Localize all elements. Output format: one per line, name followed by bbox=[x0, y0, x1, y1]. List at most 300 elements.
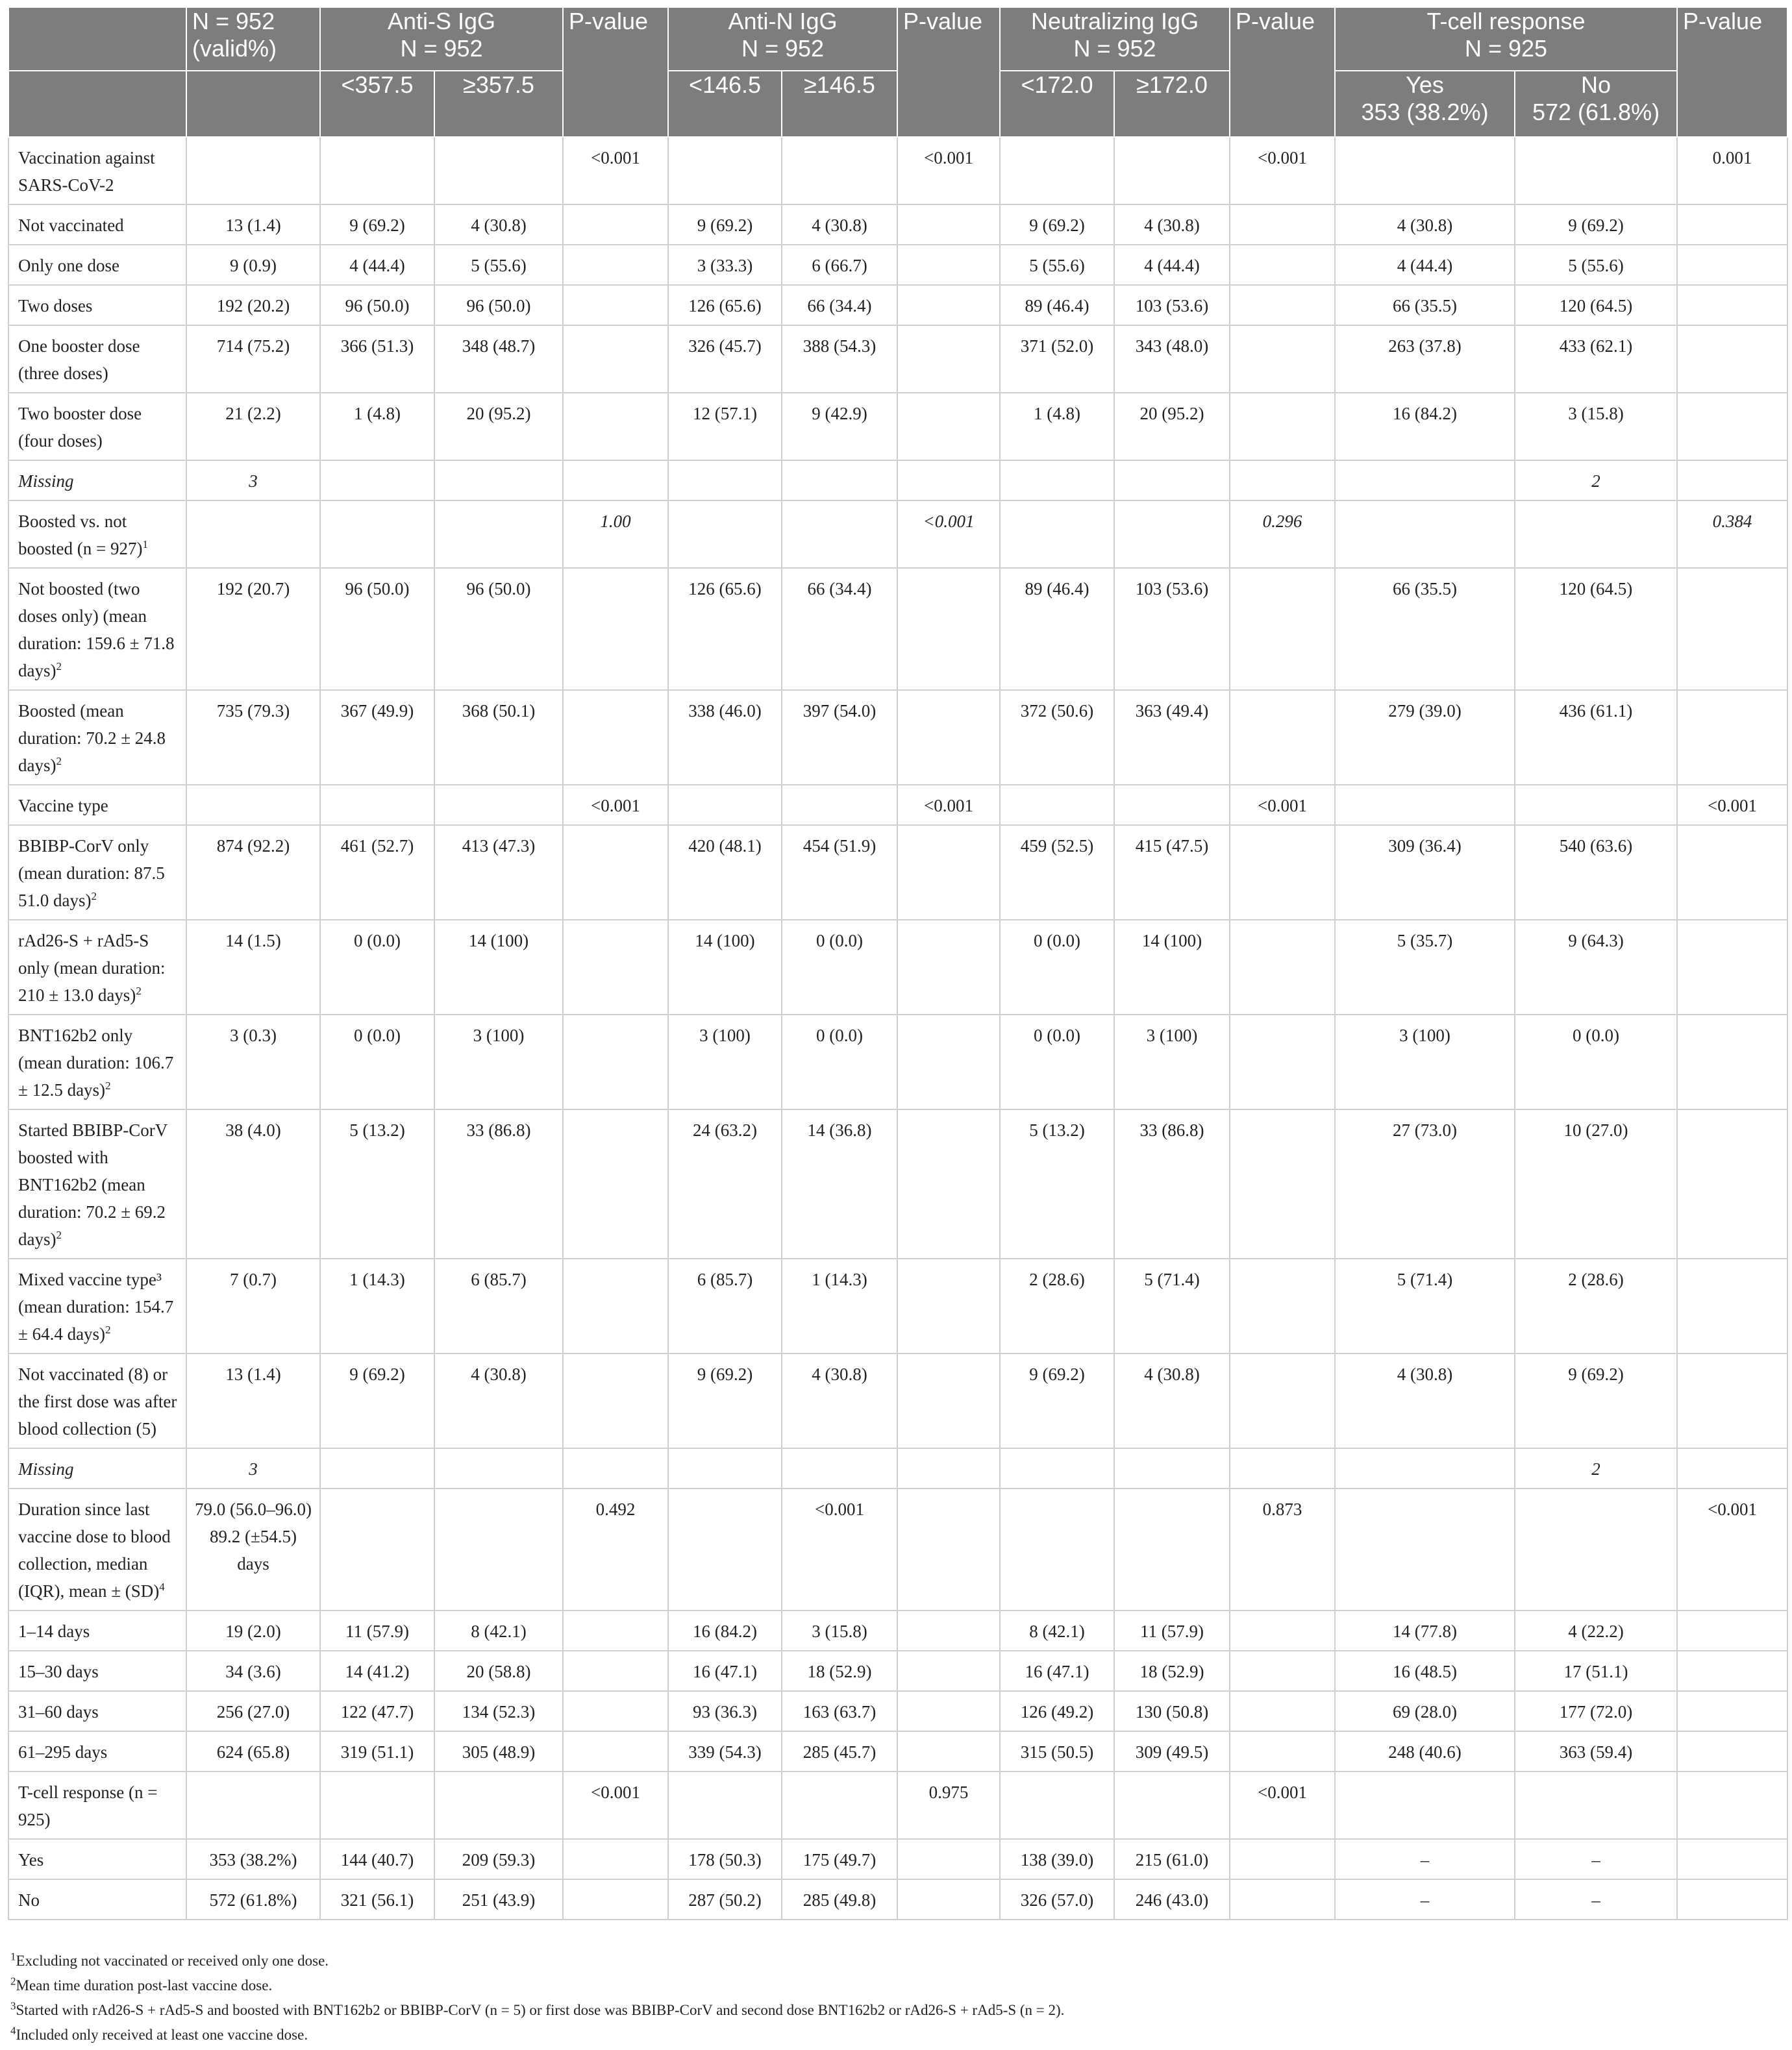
table-cell bbox=[897, 920, 1000, 1015]
table-cell bbox=[1677, 1651, 1787, 1691]
row-label bbox=[8, 1731, 186, 1772]
table-cell: 1 (4.8) bbox=[1000, 393, 1114, 460]
table-cell: 14 (100) bbox=[668, 920, 782, 1015]
header-anti-n-lo: <146.5 bbox=[668, 71, 782, 137]
row-label-text: Yes bbox=[18, 1850, 44, 1870]
table-cell: 9 (69.2) bbox=[320, 204, 434, 245]
table-cell: 5 (55.6) bbox=[434, 245, 563, 285]
table-cell bbox=[1230, 825, 1335, 920]
header-tcell-label: T-cell response bbox=[1426, 8, 1586, 34]
table-cell bbox=[1515, 1772, 1677, 1839]
table-cell: 714 (75.2) bbox=[186, 325, 320, 393]
table-cell: 122 (47.7) bbox=[320, 1691, 434, 1731]
table-cell: 69 (28.0) bbox=[1335, 1691, 1515, 1731]
footnote-text: Included only received at least one vaccine dose. bbox=[16, 2027, 308, 2043]
table-cell bbox=[897, 1611, 1000, 1651]
table-cell bbox=[1230, 325, 1335, 393]
row-label-text: T-cell response (n = 925) bbox=[18, 1783, 158, 1829]
table-cell: 79.0 (56.0–96.0) 89.2 (±54.5) days bbox=[186, 1488, 320, 1611]
table-row bbox=[8, 1611, 1787, 1651]
table-cell: 3 (100) bbox=[434, 1015, 563, 1109]
table-cell bbox=[563, 1353, 668, 1448]
table-cell bbox=[897, 568, 1000, 690]
table-cell: 14 (100) bbox=[1114, 920, 1230, 1015]
table-cell bbox=[782, 1772, 897, 1839]
table-cell: 0.384 bbox=[1677, 500, 1787, 568]
row-label-text: Missing bbox=[18, 471, 74, 491]
row-label-text: Vaccine type bbox=[18, 796, 108, 815]
table-cell: 9 (0.9) bbox=[186, 245, 320, 285]
table-cell: 436 (61.1) bbox=[1515, 690, 1677, 785]
footnote-ref: 2 bbox=[136, 985, 142, 997]
table-cell: 89 (46.4) bbox=[1000, 285, 1114, 325]
table-cell: 16 (47.1) bbox=[668, 1651, 782, 1691]
table-cell: 413 (47.3) bbox=[434, 825, 563, 920]
table-row bbox=[8, 285, 1787, 325]
table-cell: 215 (61.0) bbox=[1114, 1839, 1230, 1879]
table-cell: 1 (4.8) bbox=[320, 393, 434, 460]
table-cell: 287 (50.2) bbox=[668, 1879, 782, 1920]
table-cell: <0.001 bbox=[563, 137, 668, 204]
table-cell: 6 (85.7) bbox=[668, 1259, 782, 1353]
table-cell: 20 (95.2) bbox=[434, 393, 563, 460]
table-cell: 11 (57.9) bbox=[320, 1611, 434, 1651]
table-cell bbox=[782, 137, 897, 204]
table-cell bbox=[1677, 1015, 1787, 1109]
row-label bbox=[8, 825, 186, 920]
table-cell: 16 (47.1) bbox=[1000, 1651, 1114, 1691]
row-label bbox=[8, 500, 186, 568]
table-cell bbox=[1230, 1015, 1335, 1109]
table-cell: 1.00 bbox=[563, 500, 668, 568]
table-cell: 0.873 bbox=[1230, 1488, 1335, 1611]
table-cell: 454 (51.9) bbox=[782, 825, 897, 920]
table-cell bbox=[563, 1731, 668, 1772]
table-cell bbox=[782, 460, 897, 500]
table-cell bbox=[1230, 1448, 1335, 1488]
table-cell: 2 (28.6) bbox=[1515, 1259, 1677, 1353]
table-cell: 309 (36.4) bbox=[1335, 825, 1515, 920]
table-row bbox=[8, 1691, 1787, 1731]
table-cell: 326 (45.7) bbox=[668, 325, 782, 393]
table-cell bbox=[1677, 1879, 1787, 1920]
table-cell bbox=[563, 825, 668, 920]
table-cell bbox=[563, 1839, 668, 1879]
table-row bbox=[8, 1839, 1787, 1879]
header-pvalue-anti-n bbox=[897, 7, 1000, 137]
table-cell: 18 (52.9) bbox=[1114, 1651, 1230, 1691]
table-cell bbox=[1677, 825, 1787, 920]
table-cell: 397 (54.0) bbox=[782, 690, 897, 785]
row-label bbox=[8, 393, 186, 460]
table-cell bbox=[897, 1731, 1000, 1772]
table-cell bbox=[1335, 1448, 1515, 1488]
table-cell: 3 (0.3) bbox=[186, 1015, 320, 1109]
table-cell: 415 (47.5) bbox=[1114, 825, 1230, 920]
row-label-text: Mixed vaccine type³ (mean duration: 154.7 ± 64.4 days) bbox=[18, 1270, 174, 1344]
table-cell bbox=[563, 1015, 668, 1109]
header-yes-n: 353 (38.2%) bbox=[1361, 99, 1489, 125]
table-cell: 38 (4.0) bbox=[186, 1109, 320, 1259]
table-cell: 285 (45.7) bbox=[782, 1731, 897, 1772]
table-cell bbox=[897, 460, 1000, 500]
table-cell bbox=[668, 1488, 782, 1611]
table-cell bbox=[897, 1488, 1000, 1611]
table-cell: 305 (48.9) bbox=[434, 1731, 563, 1772]
row-label bbox=[8, 1353, 186, 1448]
table-cell bbox=[434, 137, 563, 204]
header-neutralizing-label: Neutralizing IgG bbox=[1030, 8, 1199, 34]
table-cell: 66 (34.4) bbox=[782, 285, 897, 325]
table-cell: 163 (63.7) bbox=[782, 1691, 897, 1731]
row-label bbox=[8, 325, 186, 393]
row-label-text: 1–14 days bbox=[18, 1622, 90, 1641]
table-cell bbox=[897, 1015, 1000, 1109]
table-cell bbox=[563, 245, 668, 285]
table-cell bbox=[668, 1772, 782, 1839]
table-cell: 10 (27.0) bbox=[1515, 1109, 1677, 1259]
row-label bbox=[8, 1691, 186, 1731]
pvalue-label: P-value bbox=[903, 8, 983, 34]
row-label-text: One booster dose (three doses) bbox=[18, 336, 140, 383]
table-cell: 279 (39.0) bbox=[1335, 690, 1515, 785]
table-cell: 126 (65.6) bbox=[668, 568, 782, 690]
table-cell bbox=[186, 785, 320, 825]
table-cell bbox=[434, 1488, 563, 1611]
row-label-text: Vaccination against SARS-CoV-2 bbox=[18, 148, 155, 195]
table-cell bbox=[434, 460, 563, 500]
table-cell bbox=[563, 1691, 668, 1731]
row-label-text: Not vaccinated (8) or the first dose was after blood collection (5) bbox=[18, 1365, 177, 1439]
row-label bbox=[8, 1259, 186, 1353]
table-cell: 19 (2.0) bbox=[186, 1611, 320, 1651]
row-label bbox=[8, 1448, 186, 1488]
row-label bbox=[8, 1651, 186, 1691]
row-label bbox=[8, 460, 186, 500]
table-cell bbox=[1677, 1691, 1787, 1731]
table-cell bbox=[1677, 393, 1787, 460]
pvalue-label: P-value bbox=[1236, 8, 1315, 34]
table-cell: 16 (84.2) bbox=[1335, 393, 1515, 460]
row-label-text: Two doses bbox=[18, 296, 93, 315]
table-row bbox=[8, 1015, 1787, 1109]
table-cell: 9 (64.3) bbox=[1515, 920, 1677, 1015]
table-cell: 14 (41.2) bbox=[320, 1651, 434, 1691]
table-cell: 326 (57.0) bbox=[1000, 1879, 1114, 1920]
row-label bbox=[8, 285, 186, 325]
table-row bbox=[8, 1731, 1787, 1772]
footnote-text: Started with rAd26-S + rAd5-S and boosted with BNT162b2 or BBIBP-CorV (n = 5) or first dose was BBIBP-CorV and second dose BNT162b2 or rAd26-S + rAd5-S (n = 2). bbox=[16, 2002, 1065, 2018]
table-cell: 27 (73.0) bbox=[1335, 1109, 1515, 1259]
table-cell bbox=[1677, 920, 1787, 1015]
table-cell: 0 (0.0) bbox=[1515, 1015, 1677, 1109]
table-row bbox=[8, 690, 1787, 785]
row-label-text: No bbox=[18, 1890, 40, 1910]
table-cell: 0 (0.0) bbox=[1000, 920, 1114, 1015]
table-cell: 66 (35.5) bbox=[1335, 285, 1515, 325]
table-cell bbox=[1230, 1353, 1335, 1448]
table-cell: 256 (27.0) bbox=[186, 1691, 320, 1731]
table-cell: 2 (28.6) bbox=[1000, 1259, 1114, 1353]
header-pvalue-tcell bbox=[1677, 7, 1787, 137]
row-label-text: rAd26-S + rAd5-S only (mean duration: 210 ± 13.0 days) bbox=[18, 931, 166, 1005]
row-label bbox=[8, 1879, 186, 1920]
row-label-text: Boosted (mean duration: 70.2 ± 24.8 days) bbox=[18, 701, 166, 775]
footnote-ref: 2 bbox=[56, 755, 62, 767]
row-label-text: Two booster dose (four doses) bbox=[18, 404, 142, 451]
table-cell: <0.001 bbox=[1230, 137, 1335, 204]
header-no-n: 572 (61.8%) bbox=[1532, 99, 1660, 125]
table-cell bbox=[1230, 1651, 1335, 1691]
table-cell: 540 (63.6) bbox=[1515, 825, 1677, 920]
table-cell bbox=[897, 1691, 1000, 1731]
footnotes bbox=[10, 1949, 1776, 2047]
table-row bbox=[8, 137, 1787, 204]
header-anti-n-hi: ≥146.5 bbox=[782, 71, 897, 137]
table-cell: 175 (49.7) bbox=[782, 1839, 897, 1879]
table-cell bbox=[1677, 1772, 1787, 1839]
table-cell bbox=[897, 325, 1000, 393]
table-cell bbox=[1000, 1772, 1114, 1839]
header-anti-s-label: Anti-S IgG bbox=[387, 8, 496, 34]
table-cell: 96 (50.0) bbox=[320, 285, 434, 325]
header-blank bbox=[8, 71, 186, 137]
footnote-ref: 2 bbox=[56, 660, 62, 673]
table-cell: 5 (35.7) bbox=[1335, 920, 1515, 1015]
table-cell bbox=[1230, 393, 1335, 460]
table-cell: 4 (30.8) bbox=[434, 1353, 563, 1448]
table-cell: <0.001 bbox=[1677, 1488, 1787, 1611]
row-label-text: Not vaccinated bbox=[18, 216, 124, 235]
row-label bbox=[8, 245, 186, 285]
table-cell bbox=[1230, 920, 1335, 1015]
table-cell: 8 (42.1) bbox=[1000, 1611, 1114, 1651]
table-cell: 34 (3.6) bbox=[186, 1651, 320, 1691]
footnote-ref: 1 bbox=[142, 538, 148, 550]
table-cell: 338 (46.0) bbox=[668, 690, 782, 785]
table-cell bbox=[434, 785, 563, 825]
table-cell: 2 bbox=[1515, 1448, 1677, 1488]
footnote-marker: 1 bbox=[10, 1950, 16, 1963]
table-cell bbox=[1114, 1488, 1230, 1611]
footnote-ref: 2 bbox=[91, 890, 97, 902]
table-cell: 9 (69.2) bbox=[320, 1353, 434, 1448]
table-cell bbox=[563, 1651, 668, 1691]
table-cell bbox=[320, 1448, 434, 1488]
table-cell: 4 (22.2) bbox=[1515, 1611, 1677, 1651]
table-cell bbox=[563, 1448, 668, 1488]
table-cell: 17 (51.1) bbox=[1515, 1651, 1677, 1691]
table-cell bbox=[1230, 245, 1335, 285]
row-label bbox=[8, 920, 186, 1015]
table-cell bbox=[1335, 1772, 1515, 1839]
table-cell bbox=[1230, 1109, 1335, 1259]
table-cell bbox=[897, 393, 1000, 460]
table-cell: 735 (79.3) bbox=[186, 690, 320, 785]
table-cell: 130 (50.8) bbox=[1114, 1691, 1230, 1731]
table-cell bbox=[1515, 500, 1677, 568]
table-cell: 0 (0.0) bbox=[782, 920, 897, 1015]
table-cell: 5 (55.6) bbox=[1000, 245, 1114, 285]
table-cell bbox=[1335, 137, 1515, 204]
table-cell bbox=[897, 690, 1000, 785]
row-label bbox=[8, 1839, 186, 1879]
row-label-text: 31–60 days bbox=[18, 1702, 99, 1722]
table-row bbox=[8, 1353, 1787, 1448]
table-cell: 13 (1.4) bbox=[186, 204, 320, 245]
table-cell: 192 (20.2) bbox=[186, 285, 320, 325]
table-cell bbox=[1000, 1488, 1114, 1611]
footnote-ref: 2 bbox=[105, 1324, 111, 1336]
row-label bbox=[8, 137, 186, 204]
table-cell: 33 (86.8) bbox=[434, 1109, 563, 1259]
table-row bbox=[8, 920, 1787, 1015]
table-cell: 9 (42.9) bbox=[782, 393, 897, 460]
table-cell: 363 (49.4) bbox=[1114, 690, 1230, 785]
header-anti-s-hi: ≥357.5 bbox=[434, 71, 563, 137]
table-cell: 96 (50.0) bbox=[320, 568, 434, 690]
table-cell bbox=[1677, 568, 1787, 690]
table-cell bbox=[1114, 785, 1230, 825]
table-cell: 321 (56.1) bbox=[320, 1879, 434, 1920]
row-label bbox=[8, 1488, 186, 1611]
table-cell bbox=[668, 785, 782, 825]
table-row bbox=[8, 393, 1787, 460]
table-cell: 6 (85.7) bbox=[434, 1259, 563, 1353]
footnote-text: Excluding not vaccinated or received only one dose. bbox=[16, 1953, 329, 1969]
table-cell bbox=[320, 1772, 434, 1839]
table-cell bbox=[897, 204, 1000, 245]
footnote-ref: 4 bbox=[159, 1581, 165, 1593]
table-cell: 6 (66.7) bbox=[782, 245, 897, 285]
table-cell: 461 (52.7) bbox=[320, 825, 434, 920]
table-cell: 14 (1.5) bbox=[186, 920, 320, 1015]
table-cell: 368 (50.1) bbox=[434, 690, 563, 785]
footnote-marker: 3 bbox=[10, 1999, 16, 2012]
table-cell bbox=[1000, 500, 1114, 568]
table-cell: 103 (53.6) bbox=[1114, 568, 1230, 690]
table-cell bbox=[563, 1879, 668, 1920]
table-cell bbox=[897, 1651, 1000, 1691]
table-cell: 372 (50.6) bbox=[1000, 690, 1114, 785]
table-cell: 7 (0.7) bbox=[186, 1259, 320, 1353]
table-cell: 14 (100) bbox=[434, 920, 563, 1015]
row-label-text: Duration since last vaccine dose to blood collection, median (IQR), mean ± (SD) bbox=[18, 1500, 171, 1601]
table-cell bbox=[320, 460, 434, 500]
table-row bbox=[8, 1879, 1787, 1920]
table-cell bbox=[1515, 785, 1677, 825]
table-cell: 246 (43.0) bbox=[1114, 1879, 1230, 1920]
table-cell: <0.001 bbox=[782, 1488, 897, 1611]
table-cell bbox=[897, 1448, 1000, 1488]
table-cell: 9 (69.2) bbox=[668, 1353, 782, 1448]
table-cell bbox=[1114, 137, 1230, 204]
table-cell: 4 (30.8) bbox=[782, 1353, 897, 1448]
table-cell: 433 (62.1) bbox=[1515, 325, 1677, 393]
table-cell: 4 (30.8) bbox=[1335, 1353, 1515, 1448]
table-cell: 5 (55.6) bbox=[1515, 245, 1677, 285]
table-cell bbox=[320, 785, 434, 825]
header-tcell bbox=[1335, 7, 1677, 71]
table-cell bbox=[1677, 1611, 1787, 1651]
header-no-label: No bbox=[1581, 71, 1612, 98]
table-cell: 371 (52.0) bbox=[1000, 325, 1114, 393]
row-label bbox=[8, 1015, 186, 1109]
table-cell: – bbox=[1335, 1839, 1515, 1879]
table-cell: 4 (30.8) bbox=[782, 204, 897, 245]
header-anti-n bbox=[668, 7, 897, 71]
table-cell: 319 (51.1) bbox=[320, 1731, 434, 1772]
table-cell: 103 (53.6) bbox=[1114, 285, 1230, 325]
header-anti-s-n: N = 952 bbox=[400, 35, 483, 62]
table-cell bbox=[1677, 285, 1787, 325]
header-tcell-no bbox=[1515, 71, 1677, 137]
table-row bbox=[8, 825, 1787, 920]
table-cell bbox=[1677, 245, 1787, 285]
table-cell bbox=[1335, 1488, 1515, 1611]
table-row bbox=[8, 245, 1787, 285]
table-row bbox=[8, 500, 1787, 568]
table-cell: – bbox=[1335, 1879, 1515, 1920]
row-label bbox=[8, 1109, 186, 1259]
table-cell: 21 (2.2) bbox=[186, 393, 320, 460]
table-cell: 4 (44.4) bbox=[1114, 245, 1230, 285]
table-cell: 3 (100) bbox=[1335, 1015, 1515, 1109]
table-cell bbox=[1335, 500, 1515, 568]
table-cell: 285 (49.8) bbox=[782, 1879, 897, 1920]
table-cell: 4 (30.8) bbox=[1114, 1353, 1230, 1448]
table-cell bbox=[1114, 1772, 1230, 1839]
table-cell bbox=[897, 1879, 1000, 1920]
row-label-text: Only one dose bbox=[18, 256, 119, 275]
table-cell: 120 (64.5) bbox=[1515, 568, 1677, 690]
table-row bbox=[8, 1772, 1787, 1839]
table-cell bbox=[1230, 1731, 1335, 1772]
header-pvalue-neutralizing bbox=[1230, 7, 1335, 137]
table-cell bbox=[1000, 785, 1114, 825]
row-label-text: 15–30 days bbox=[18, 1662, 99, 1681]
table-cell bbox=[563, 1259, 668, 1353]
table-cell: 366 (51.3) bbox=[320, 325, 434, 393]
table-cell bbox=[320, 137, 434, 204]
table-cell: 4 (44.4) bbox=[320, 245, 434, 285]
header-tcell-n: N = 925 bbox=[1464, 35, 1548, 62]
table-cell bbox=[434, 1772, 563, 1839]
table-cell: 192 (20.7) bbox=[186, 568, 320, 690]
table-cell: 388 (54.3) bbox=[782, 325, 897, 393]
table-cell: 367 (49.9) bbox=[320, 690, 434, 785]
table-cell bbox=[1515, 137, 1677, 204]
table-cell: 3 (100) bbox=[668, 1015, 782, 1109]
table-cell bbox=[563, 460, 668, 500]
table-cell: <0.001 bbox=[1230, 785, 1335, 825]
header-neutralizing-n: N = 952 bbox=[1073, 35, 1156, 62]
table-cell: 4 (44.4) bbox=[1335, 245, 1515, 285]
table-cell: 177 (72.0) bbox=[1515, 1691, 1677, 1731]
table-cell bbox=[1230, 1259, 1335, 1353]
footnote-1 bbox=[10, 1949, 1776, 1973]
table-cell: 9 (69.2) bbox=[1000, 1353, 1114, 1448]
table-cell bbox=[1230, 460, 1335, 500]
table-cell bbox=[186, 500, 320, 568]
table-cell bbox=[897, 1109, 1000, 1259]
row-label bbox=[8, 785, 186, 825]
table-cell: 209 (59.3) bbox=[434, 1839, 563, 1879]
table-cell bbox=[563, 325, 668, 393]
table-cell: 20 (58.8) bbox=[434, 1651, 563, 1691]
table-cell bbox=[668, 460, 782, 500]
table-cell bbox=[1677, 1839, 1787, 1879]
